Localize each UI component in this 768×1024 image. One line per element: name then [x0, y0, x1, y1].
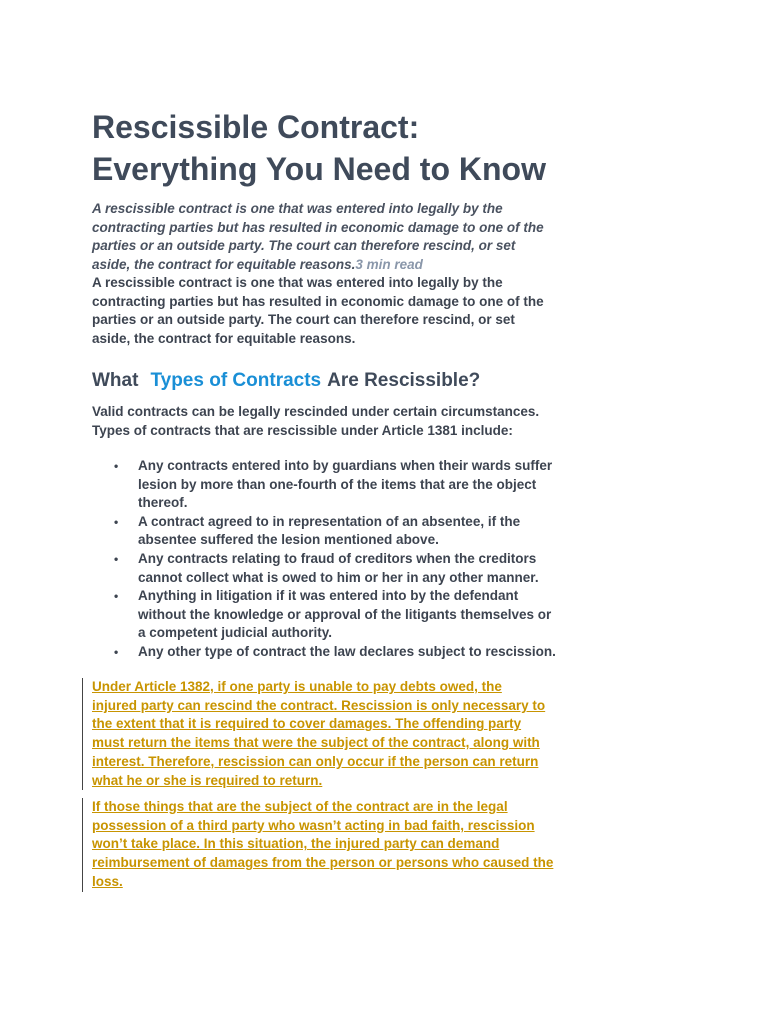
- intro-line: aside, the contract for equitable reasons.: [92, 330, 356, 346]
- highlighted-line-text: won’t take place. In this situation, the injured party can demand: [92, 836, 500, 852]
- list-item: [92, 457, 712, 513]
- section-heading: [92, 368, 712, 394]
- bullet-icon: •: [114, 551, 119, 566]
- list-item-line: without the knowledge or approval of the litigants themselves or: [138, 606, 552, 622]
- list-item: [92, 643, 712, 662]
- highlighted-line-text: loss.: [92, 873, 123, 889]
- list-item-line: Anything in litigation if it was entered into by the defendant: [138, 588, 519, 604]
- highlighted-line-text: reimbursement of damages from the person or persons who caused the: [92, 855, 554, 871]
- types-of-contracts-link[interactable]: Types of Contracts: [150, 370, 322, 391]
- heading-pre: What: [92, 370, 139, 391]
- page-title: [92, 106, 732, 190]
- section-paragraph: [92, 402, 712, 440]
- highlighted-line: [92, 753, 702, 772]
- highlighted-line: [92, 772, 702, 791]
- list-item-line: cannot collect what is owed to him or her in any other manner.: [138, 569, 539, 585]
- highlighted-line: [92, 835, 702, 854]
- highlighted-paragraph-article-1382: [82, 678, 702, 790]
- list-item: [92, 513, 712, 550]
- highlighted-line-text: interest. Therefore, rescission can only occur if the person can return: [92, 753, 539, 769]
- summary-line: A rescissible contract is one that was entered into legally by the: [92, 201, 503, 216]
- highlighted-line: [92, 854, 702, 873]
- title-line-2: Everything You Need to Know: [92, 151, 546, 187]
- summary-paragraph: [92, 200, 692, 274]
- list-item: [92, 587, 712, 643]
- bullet-icon: •: [114, 459, 119, 473]
- highlighted-line: [92, 734, 702, 753]
- highlighted-line-text: If those things that are the subject of the contract are in the legal: [92, 799, 508, 814]
- list-item-line: thereof.: [138, 495, 188, 511]
- highlighted-line: [92, 817, 702, 836]
- list-item-line: A contract agreed to in representation of an absentee, if the: [138, 513, 521, 529]
- list-item: [92, 550, 712, 587]
- list-item-line: absentee suffered the lesion mentioned above.: [138, 532, 439, 548]
- highlighted-line: [92, 697, 702, 716]
- bullet-icon: •: [114, 644, 119, 659]
- heading-post: Are Rescissible?: [327, 370, 481, 391]
- summary-line-text: aside, the contract for equitable reasons.: [92, 256, 356, 272]
- read-time-label: 3 min read: [355, 256, 423, 272]
- bullet-icon: •: [114, 514, 119, 529]
- list-item-line: lesion by more than one-fourth of the items that are the object: [138, 476, 537, 492]
- highlighted-line: [92, 873, 702, 892]
- section-paragraph-line: Valid contracts can be legally rescinded under certain circumstances.: [92, 404, 540, 419]
- summary-line: contracting parties but has resulted in economic damage to one of the: [92, 219, 544, 235]
- highlighted-line: [92, 678, 702, 697]
- highlighted-line-text: must return the items that were the subject of the contract, along with: [92, 735, 540, 751]
- intro-paragraph: [92, 274, 692, 348]
- intro-line: A rescissible contract is one that was entered into legally by the: [92, 275, 503, 290]
- intro-line: contracting parties but has resulted in economic damage to one of the: [92, 293, 544, 309]
- highlighted-line: [92, 715, 702, 734]
- intro-line: parties or an outside party. The court can therefore rescind, or set: [92, 312, 515, 328]
- list-item-line: Any contracts relating to fraud of creditors when the creditors: [138, 550, 537, 566]
- highlighted-line-text: the extent that it is required to cover damages. The offending party: [92, 716, 522, 732]
- summary-line-last: [92, 256, 692, 275]
- rescissible-types-list: [92, 457, 712, 662]
- list-item-line: Any other type of contract the law declares subject to rescission.: [138, 643, 556, 659]
- section-paragraph-line: Types of contracts that are rescissible under Article 1381 include:: [92, 423, 513, 438]
- highlighted-line-text: what he or she is required to return.: [92, 772, 323, 788]
- highlighted-line: [92, 798, 702, 817]
- highlighted-paragraph-third-party: [82, 798, 702, 892]
- summary-line: parties or an outside party. The court can therefore rescind, or set: [92, 238, 516, 254]
- highlighted-line-text: possession of a third party who wasn’t acting in bad faith, rescission: [92, 817, 535, 833]
- highlighted-line-text: Under Article 1382, if one party is unable to pay debts owed, the: [92, 679, 502, 694]
- list-item-line: Any contracts entered into by guardians when their wards suffer: [138, 458, 553, 473]
- bullet-icon: •: [114, 589, 119, 604]
- list-item-line: a competent judicial authority.: [138, 625, 333, 641]
- title-line-1: Rescissible Contract:: [92, 109, 420, 145]
- highlighted-line-text: injured party can rescind the contract. Rescission is only necessary to: [92, 697, 546, 713]
